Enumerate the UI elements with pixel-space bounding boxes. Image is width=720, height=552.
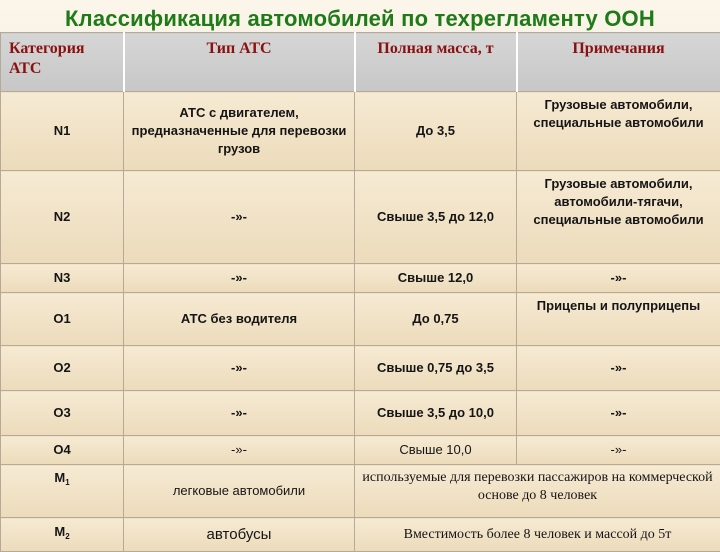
cell-category: O3 bbox=[1, 391, 124, 436]
classification-table bbox=[0, 32, 720, 552]
cell-mass: Свыше 0,75 до 3,5 bbox=[355, 346, 517, 391]
cell-type: -»- bbox=[124, 346, 355, 391]
cell-type: АТС с двигателем, предназначенные для перевозки грузов bbox=[124, 92, 355, 171]
cell-category: N3 bbox=[1, 264, 124, 293]
table-row bbox=[1, 518, 720, 552]
header-type: Тип АТС bbox=[124, 33, 355, 92]
cell-mass: Свыше 3,5 до 12,0 bbox=[355, 171, 517, 264]
cell-mass: Свыше 3,5 до 10,0 bbox=[355, 391, 517, 436]
header-category: Категория АТС bbox=[1, 33, 124, 92]
cell-category bbox=[1, 465, 124, 518]
header-mass: Полная масса, т bbox=[355, 33, 517, 92]
cell-type: -»- bbox=[124, 391, 355, 436]
cell-note: -»- bbox=[517, 264, 720, 293]
cell-type: -»- bbox=[124, 436, 355, 465]
cell-mass: Свыше 12,0 bbox=[355, 264, 517, 293]
category-subscript: 2 bbox=[65, 532, 69, 541]
cell-type: легковые автомобили bbox=[124, 465, 355, 518]
cell-description: используемые для перевозки пассажиров на коммерческой основе до 8 человек bbox=[355, 465, 720, 518]
cell-mass: Свыше 10,0 bbox=[355, 436, 517, 465]
cell-type: -»- bbox=[124, 264, 355, 293]
cell-category: N2 bbox=[1, 171, 124, 264]
table-row bbox=[1, 92, 720, 171]
cell-note: -»- bbox=[517, 346, 720, 391]
cell-note: Грузовые автомобили, специальные автомобили bbox=[517, 92, 720, 171]
cell-note: -»- bbox=[517, 391, 720, 436]
category-letter: M bbox=[54, 470, 65, 485]
slide-title: Классификация автомобилей по техрегламенту ООН bbox=[0, 0, 720, 32]
cell-description: Вместимость более 8 человек и массой до 5т bbox=[355, 518, 720, 552]
cell-category: O1 bbox=[1, 293, 124, 346]
table-row bbox=[1, 264, 720, 293]
cell-category: O2 bbox=[1, 346, 124, 391]
header-notes: Примечания bbox=[517, 33, 720, 92]
cell-type: АТС без водителя bbox=[124, 293, 355, 346]
table-row bbox=[1, 391, 720, 436]
cell-type: -»- bbox=[124, 171, 355, 264]
cell-type: автобусы bbox=[124, 518, 355, 552]
cell-note: Грузовые автомобили, автомобили-тягачи, специальные автомобили bbox=[517, 171, 720, 264]
cell-note: Прицепы и полуприцепы bbox=[517, 293, 720, 346]
table-row bbox=[1, 346, 720, 391]
table-row bbox=[1, 171, 720, 264]
cell-category bbox=[1, 518, 124, 552]
table-row bbox=[1, 436, 720, 465]
cell-mass: До 0,75 bbox=[355, 293, 517, 346]
table-row bbox=[1, 465, 720, 518]
cell-note: -»- bbox=[517, 436, 720, 465]
category-letter: M bbox=[54, 524, 65, 539]
header-row bbox=[1, 33, 720, 92]
category-subscript: 1 bbox=[65, 478, 69, 487]
cell-mass: До 3,5 bbox=[355, 92, 517, 171]
cell-category: O4 bbox=[1, 436, 124, 465]
cell-category: N1 bbox=[1, 92, 124, 171]
table-row bbox=[1, 293, 720, 346]
